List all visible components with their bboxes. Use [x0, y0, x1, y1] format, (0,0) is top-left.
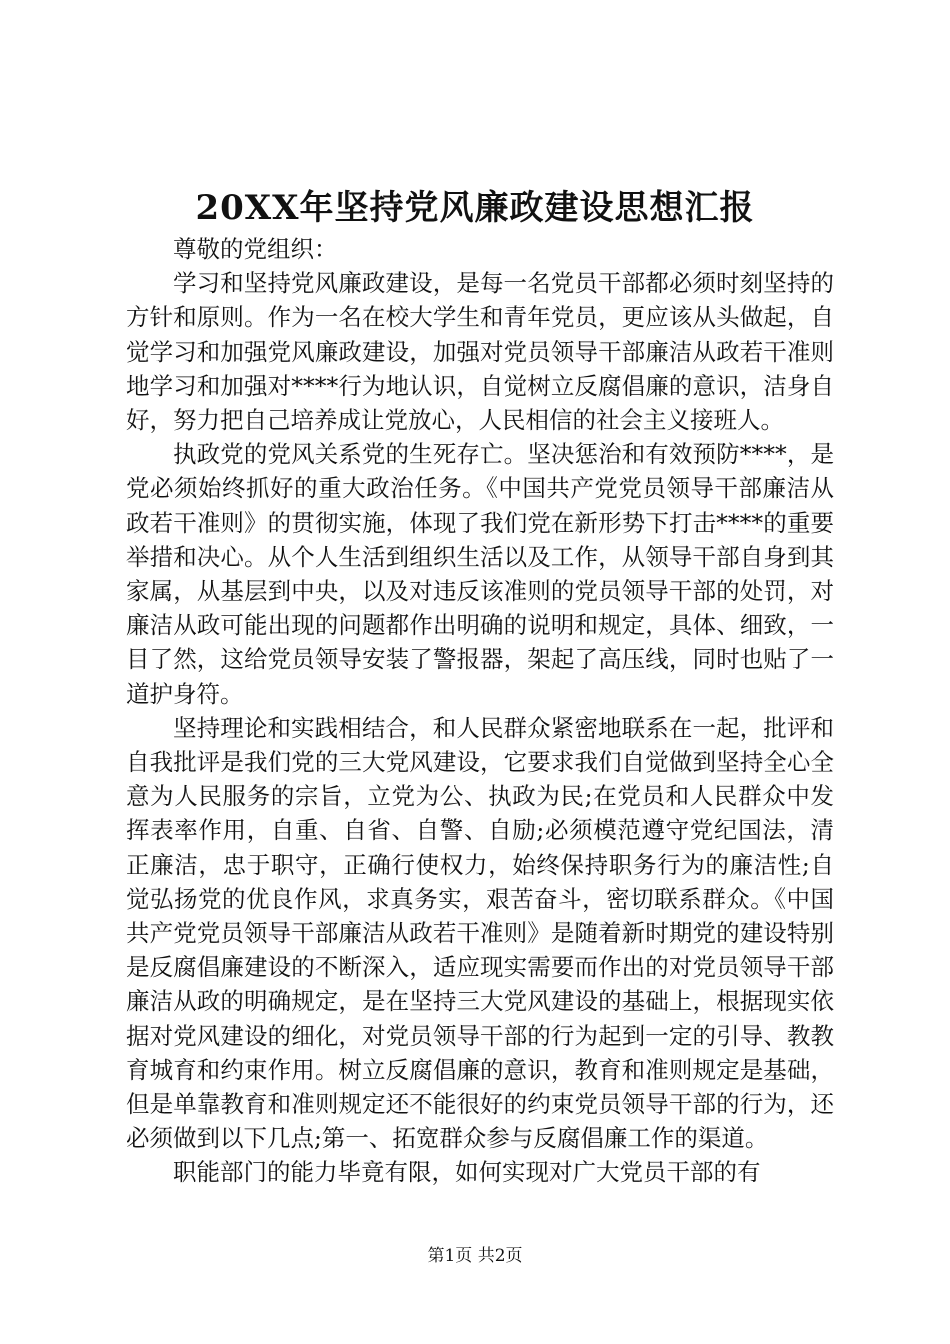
paragraph-4: 职能部门的能力毕竟有限，如何实现对广大党员干部的有 [173, 1158, 761, 1187]
salutation: 尊敬的党组织： [173, 235, 338, 263]
paragraph-1: 学习和坚持党风廉政建设，是每一名党员干部都必须时刻坚持的方针和原则。作为一名在校大学生和青年党员，更应该从头做起，自觉学习和加强党风廉政建设，加强对党员领导干部廉洁从政若干准则地学习和加强对****行为地认识，自觉树立反腐倡廉的意识，洁身自好，努力把自己培养成让党放心，人民相信的社会主义接班人。 [126, 269, 834, 435]
document-body [126, 232, 834, 1190]
paragraph-2: 执政党的党风关系党的生死存亡。坚决惩治和有效预防****，是党必须始终抓好的重大政治任务。《中国共产党党员领导干部廉洁从政若干准则》的贯彻实施，体现了我们党在新形势下打击****的重要举措和决心。从个人生活到组织生活以及工作，从领导干部自身到其家属，从基层到中央，以及对违反该准则的党员领导干部的处罚，对廉洁从政可能出现的问题都作出明确的说明和规定，具体、细致，一目了然，这给党员领导安装了警报器，架起了高压线，同时也贴了一道护身符。 [126, 440, 834, 708]
page-footer: 第1页 共2页 [427, 1246, 523, 1266]
paragraph-3: 坚持理论和实践相结合，和人民群众紧密地联系在一起，批评和自我批评是我们党的三大党风建设，它要求我们自觉做到坚持全心全意为人民服务的宗旨，立党为公、执政为民;在党员和人民群众中发挥表率作用，自重、自省、自警、自励;必须模范遵守党纪国法，清正廉洁，忠于职守，正确行使权力，始终保持职务行为的廉洁性;自觉弘扬党的优良作风，求真务实，艰苦奋斗，密切联系群众。《中国共产党党员领导干部廉洁从政若干准则》是随着新时期党的建设特别是反腐倡廉建设的不断深入，适应现实需要而作出的对党员领导干部廉洁从政的明确规定，是在坚持三大党风建设的基础上，根据现实依据对党风建设的细化，对党员领导干部的行为起到一定的引导、教教育城育和约束作用。树立反腐倡廉的意识，教育和准则规定是基础，但是单靠教育和准则规定还不能很好的约束党员领导干部的行为，还必须做到以下几点;第一、拓宽群众参与反腐倡廉工作的渠道。 [126, 713, 834, 1153]
document-title: 20XX年坚持党风廉政建设思想汇报 [195, 188, 755, 228]
